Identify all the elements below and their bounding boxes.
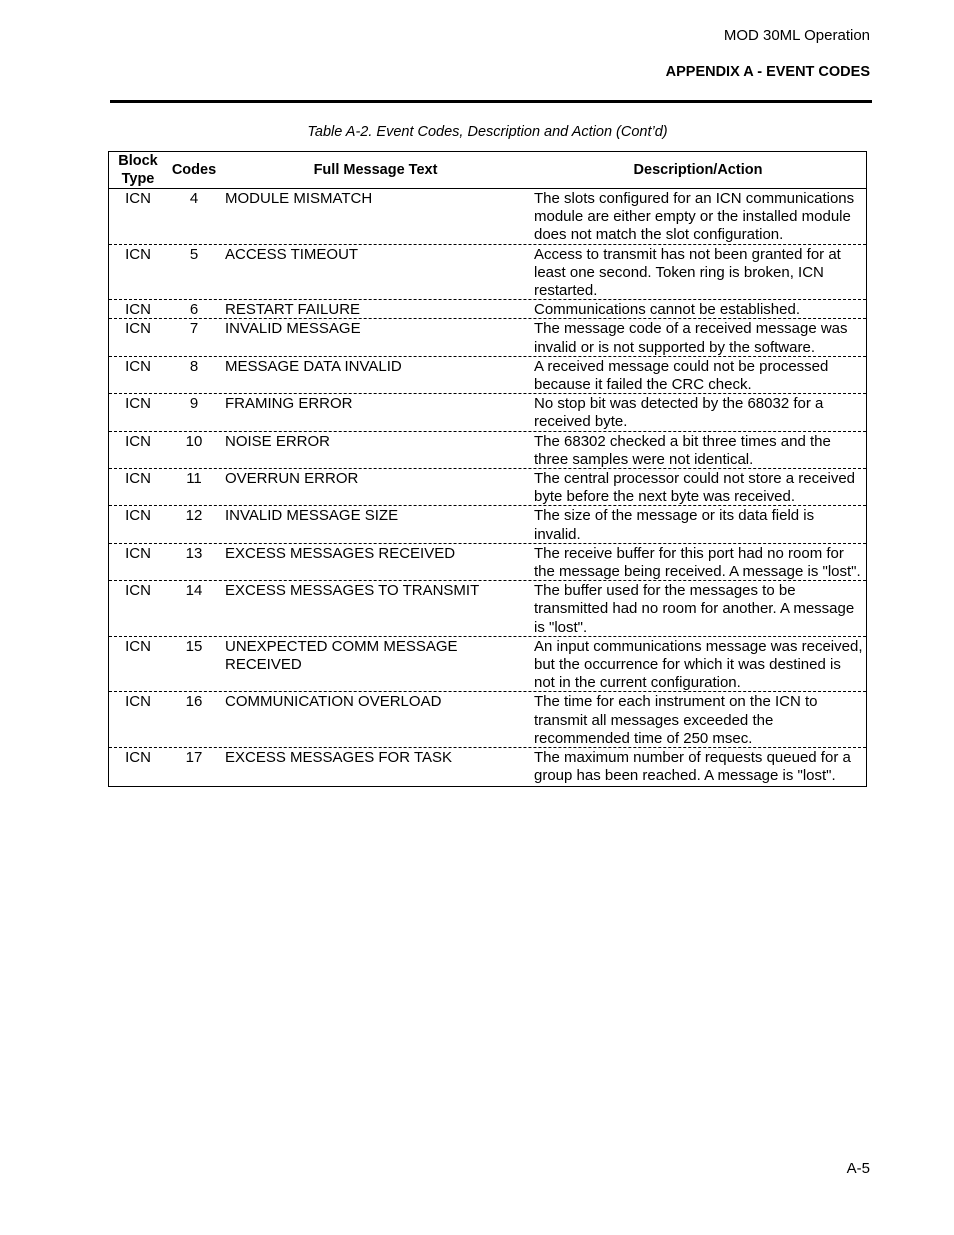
cell-block-type: ICN [125,693,151,711]
table-header [109,152,866,189]
cell-block-type: ICN [125,357,151,375]
header-block-type [109,152,167,188]
cell-code: 7 [189,320,199,338]
cell-code: 15 [185,637,203,655]
cell-description: The size of the message or its data field is invalid. [534,507,815,543]
header-block-type-line2: Type [121,171,155,187]
cell-message: EXCESS MESSAGES RECEIVED [225,544,456,562]
cell-code: 14 [185,582,203,600]
cell-code: 13 [185,544,203,562]
cell-block-type: ICN [125,544,151,562]
cell-block-type: ICN [125,190,151,207]
cell-description: No stop bit was detected by the 68032 for a received byte. [534,395,824,431]
cell-message: MODULE MISMATCH [225,190,373,207]
document-title: MOD 30ML Operation [723,27,870,44]
cell-description: The receive buffer for this port had no room for the message being received. A message is "lost". [534,544,861,581]
cell-block-type: ICN [125,582,151,600]
header-block-type-line1: Block [118,153,158,169]
cell-block-type: ICN [125,507,151,525]
header-message: Full Message Text [313,162,438,178]
header-description: Description/Action [633,162,763,178]
cell-description: The time for each instrument on the ICN to transmit all messages exceeded the recommended time of 250 msec. [534,693,818,747]
cell-code: 12 [185,507,203,525]
cell-block-type: ICN [125,301,151,319]
cell-message: UNEXPECTED COMM MESSAGE RECEIVED [225,637,458,674]
cell-description: Communications cannot be established. [534,301,800,319]
table-row [109,692,866,748]
table-row [109,506,866,543]
cell-description: Access to transmit has not been granted for at least one second. Token ring is broken, ICN restarted. [534,245,841,300]
cell-message: OVERRUN ERROR [225,470,359,488]
cell-message: RESTART FAILURE [225,301,361,319]
cell-message: COMMUNICATION OVERLOAD [225,693,442,711]
table-row [109,544,866,581]
cell-description: The slots configured for an ICN communications module are either empty or the installed module does not match the slot configuration. [534,190,855,244]
cell-message: INVALID MESSAGE SIZE [225,507,399,525]
table-row [109,394,866,431]
cell-block-type: ICN [125,432,151,450]
cell-description: An input communications message was received, but the occurrence for which it was destined is not in the current configuration. [534,637,863,692]
cell-message: INVALID MESSAGE [225,320,361,338]
cell-block-type: ICN [125,245,151,263]
cell-code: 9 [189,395,199,413]
cell-description: The message code of a received message was invalid or is not supported by the software. [534,320,848,356]
cell-code: 16 [185,693,203,711]
header-rule [110,100,872,103]
table-row [109,357,866,394]
cell-message: NOISE ERROR [225,432,331,450]
table-caption: Table A-2. Event Codes, Description and Action (Cont’d) [307,124,668,140]
cell-block-type: ICN [125,470,151,488]
event-codes-table [108,151,867,787]
cell-block-type: ICN [125,320,151,338]
table-row [109,319,866,356]
cell-description: The buffer used for the messages to be transmitted had no room for another. A message is "lost". [534,582,855,636]
table-row [109,637,866,693]
table-body [109,189,866,786]
cell-description: The maximum number of requests queued for a group has been reached. A message is "lost". [534,749,851,785]
table-row [109,432,866,469]
cell-code: 6 [189,301,199,319]
table-row [109,469,866,506]
header-codes: Codes [171,162,217,178]
table-row [109,300,866,319]
cell-description: The 68302 checked a bit three times and the three samples were not identical. [534,432,831,468]
cell-block-type: ICN [125,749,151,767]
table-row [109,748,866,785]
cell-message: FRAMING ERROR [225,395,353,413]
section-title: APPENDIX A - EVENT CODES [665,64,870,80]
cell-description: A received message could not be processed because it failed the CRC check. [534,357,829,394]
cell-message: EXCESS MESSAGES FOR TASK [225,749,453,767]
cell-message: ACCESS TIMEOUT [225,245,359,263]
page-number: A-5 [846,1160,870,1177]
cell-block-type: ICN [125,395,151,413]
cell-code: 5 [189,245,199,263]
cell-code: 4 [189,190,199,207]
table-row [109,581,866,637]
table-row [109,245,866,301]
cell-code: 11 [186,470,202,488]
cell-description: The central processor could not store a received byte before the next byte was received. [534,470,855,506]
cell-code: 10 [185,432,203,450]
table-row [109,189,866,245]
cell-message: EXCESS MESSAGES TO TRANSMIT [225,582,480,600]
cell-code: 8 [189,357,199,375]
cell-message: MESSAGE DATA INVALID [225,357,402,375]
cell-code: 17 [185,749,203,767]
cell-block-type: ICN [125,637,151,655]
